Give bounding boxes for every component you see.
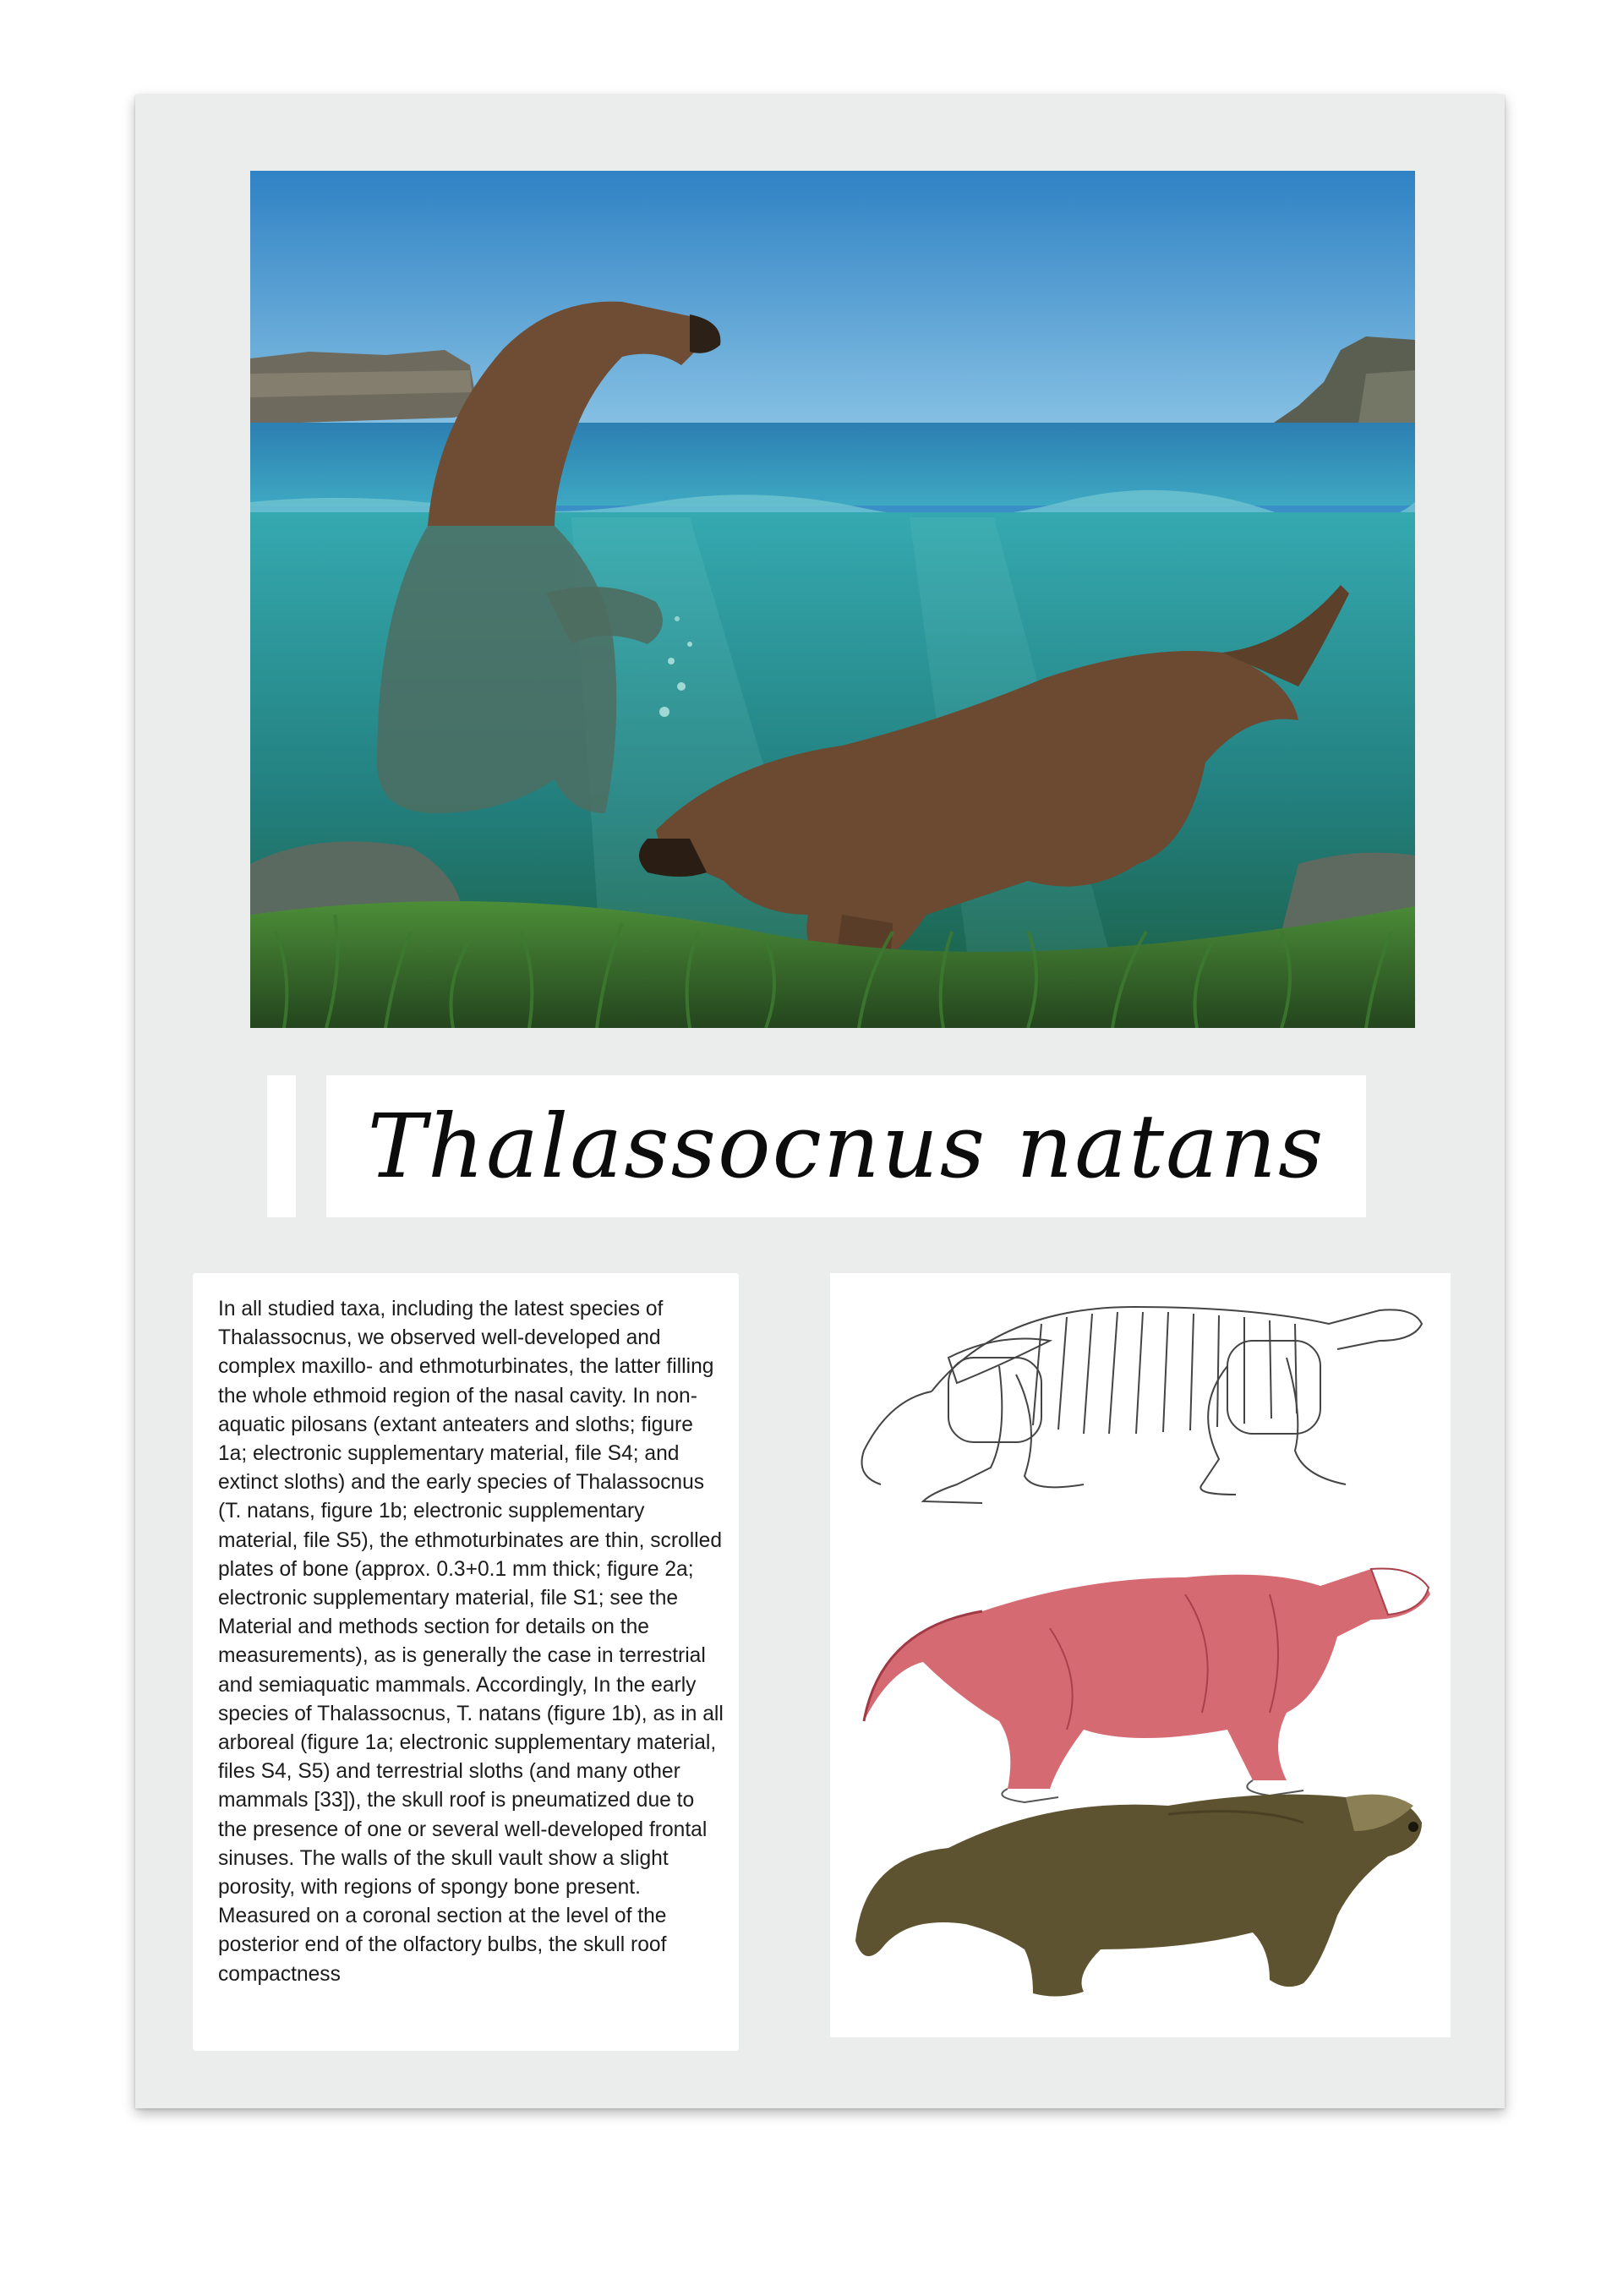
body-paragraph: In all studied taxa, including the latest species of Thalassocnus, we observed well-developed and complex maxillo- and ethmoturbinates, the latter filling the whole ethmoid region of the nasal cavity. In non-aquatic pilosans (extant anteaters and sloths; figure 1a; electronic supplementary material, file S4; and extinct sloths) and the early species of Thalassocnus (T. natans, figure 1b; electronic supplementary material, file S5), the ethmoturbinates are thin, scrolled plates of bone (approx. 0.3+0.1 mm thick; figure 2a; electronic supplementary material, file S1; see the Material and methods section for details on the measurements), as is generally the case in terrestrial and semiaquatic mammals. Accordingly, In the early species of Thalassocnus, T. natans (figure 1b), as in all arboreal (figure 1a; electronic supplementary material, files S4, S5) and terrestrial sloths (and many other mammals [33]), the skull roof is pneumatized due to the presence of one or several well-developed frontal sinuses. The walls of the skull vault show a slight porosity, with regions of spongy bone present. Measured on a coronal section at the level of the posterior end of the olfactory bulbs, the skull roof compactness — [218, 1298, 724, 1986]
skeleton-drawing — [862, 1307, 1423, 1503]
hero-illustration — [250, 171, 1415, 1028]
title-accent-bar — [267, 1075, 296, 1217]
title-banner — [326, 1075, 1366, 1217]
life-restoration-drawing — [855, 1795, 1422, 1997]
figure-panel — [830, 1273, 1451, 2037]
musculature-drawing — [864, 1568, 1430, 1802]
text-panel — [193, 1273, 739, 2051]
page-title: Thalassocnus natans — [367, 1095, 1325, 1198]
